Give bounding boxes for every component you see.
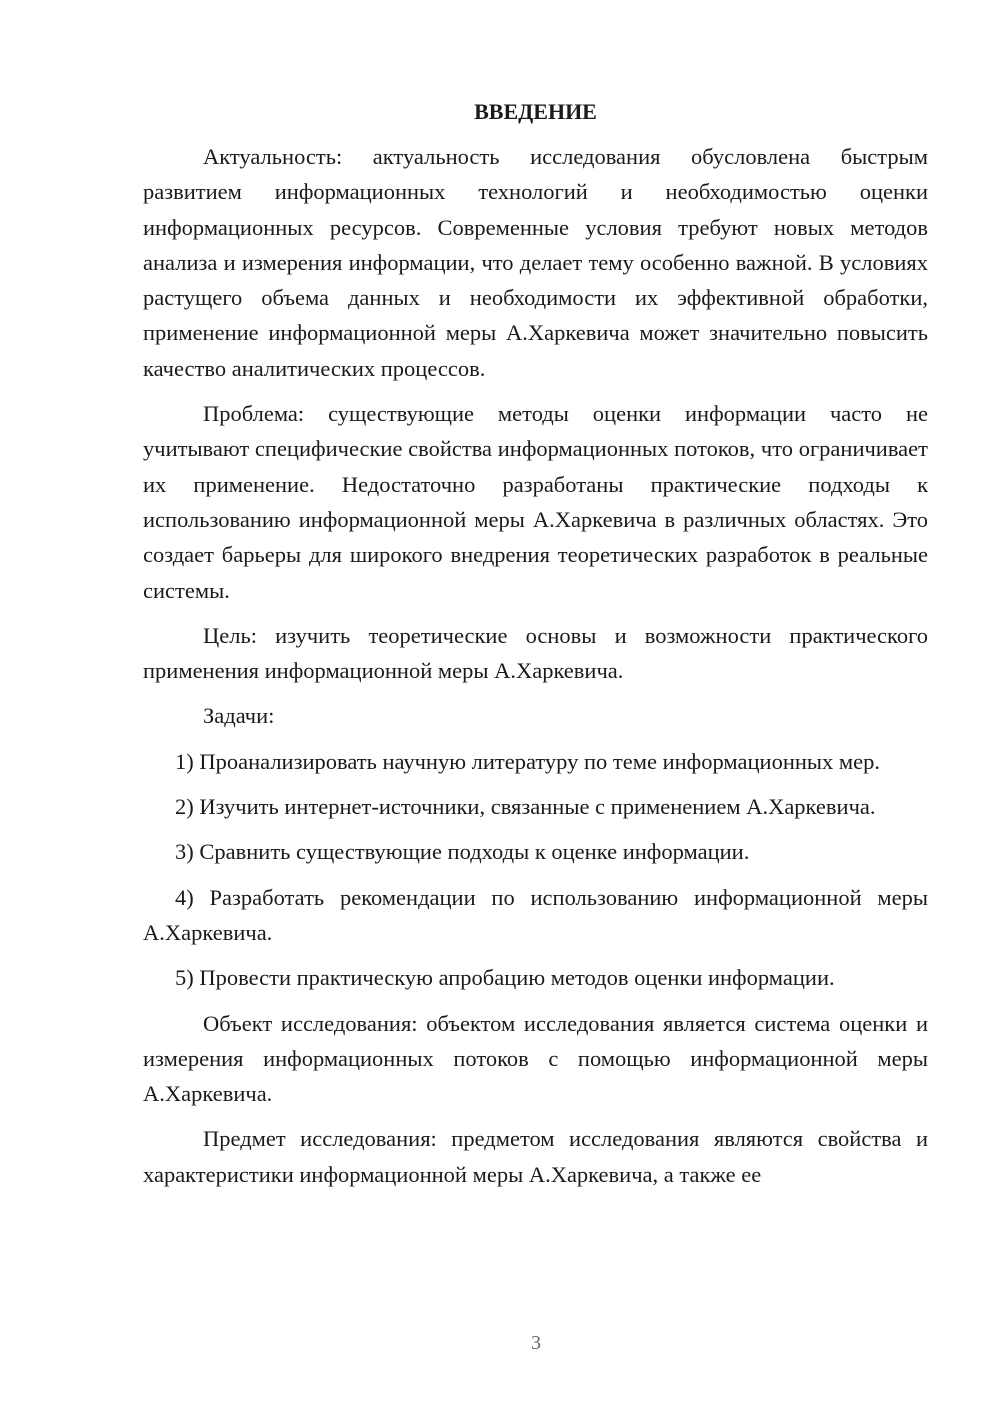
object-paragraph: Объект исследования: объектом исследования является система оценки и измерения информационных потоков с помощью информационной меры А.Харкевича. — [143, 1010, 928, 1107]
page-number: 3 — [531, 1332, 541, 1354]
relevance-paragraph: Актуальность: актуальность исследования обусловлена быстрым развитием информационных технологий и необходимостью оценки информационных ресурсов. Современные условия требуют новых методов анализа и измерения информации, что делает тему особенно важной. В условиях растущего объема данных и необходимости их эффективной обработки, применение информационной меры А.Харкевича может значительно повысить качество аналитических процессов. — [143, 144, 928, 381]
task-item-2: 2) Изучить интернет-источники, связанные с применением А.Харкевича. — [175, 794, 876, 820]
task-item-5: 5) Провести практическую апробацию методов оценки информации. — [175, 965, 835, 991]
goal-paragraph: Цель: изучить теоретические основы и возможности практического применения информационной меры А.Харкевича. — [143, 622, 928, 684]
task-item-4: 4) Разработать рекомендации по использованию информационной меры А.Харкевича. — [143, 884, 928, 945]
subject-paragraph: Предмет исследования: предметом исследования являются свойства и характеристики информационной меры А.Харкевича, а также ее — [143, 1126, 928, 1187]
task-item-1: 1) Проанализировать научную литературу по теме информационных мер. — [175, 748, 880, 774]
tasks-heading: Задачи: — [203, 703, 275, 729]
document-page — [143, 94, 928, 1192]
section-heading: ВВЕДЕНИЕ — [474, 99, 597, 124]
task-item-3: 3) Сравнить существующие подходы к оценке информации. — [175, 839, 750, 865]
problem-paragraph: Проблема: существующие методы оценки информации часто не учитывают специфические свойства информационных потоков, что ограничивает их применение. Недостаточно разработаны практические подходы к использованию информационной меры А.Харкевича в различных областях. Это создает барьеры для широкого внедрения теоретических разработок в реальные системы. — [143, 401, 928, 603]
